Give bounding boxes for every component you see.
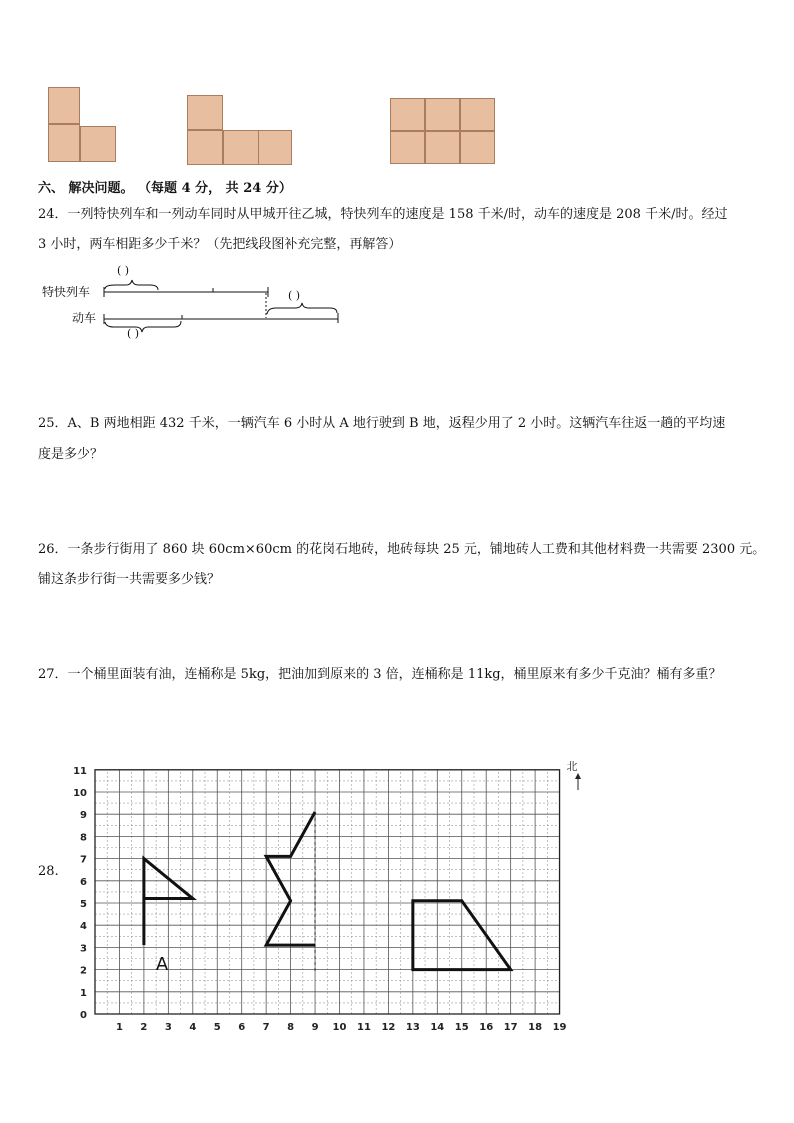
y-tick-label: 10 bbox=[73, 788, 87, 799]
x-tick-label: 12 bbox=[381, 1022, 396, 1033]
y-tick-label: 3 bbox=[80, 943, 87, 955]
x-tick-label: 3 bbox=[164, 1022, 172, 1033]
y-tick-label: 4 bbox=[80, 921, 87, 933]
x-tick-label: 17 bbox=[503, 1022, 518, 1033]
y-tick-label: 0 bbox=[80, 1010, 87, 1021]
label-bullet-train: 动车 bbox=[72, 311, 97, 325]
segment-lines bbox=[0, 0, 400, 360]
q24-line1: 24．一列特快列车和一列动车同时从甲城开往乙城，特快列车的速度是 158 千米/时，动车的速度是 208 千米/时。经过 bbox=[38, 207, 728, 222]
x-tick-label: 4 bbox=[189, 1022, 197, 1033]
blank-bottom: ( ) bbox=[127, 327, 140, 340]
section-title: 六、 解决问题。 （每题 4 分， 共 24 分） bbox=[38, 181, 292, 196]
x-tick-label: 15 bbox=[454, 1022, 469, 1033]
y-tick-label: 9 bbox=[80, 810, 87, 822]
x-tick-label: 2 bbox=[140, 1022, 148, 1033]
north-arrowhead-icon bbox=[575, 773, 581, 779]
y-tick-label: 1 bbox=[80, 987, 87, 999]
y-tick-label: 6 bbox=[80, 876, 87, 888]
x-tick-label: 8 bbox=[287, 1022, 295, 1033]
label-express-train: 特快列车 bbox=[42, 285, 91, 299]
q25-line1: 25．A、B 两地相距 432 千米，一辆汽车 6 小时从 A 地行驶到 B 地，返程少用了 2 小时。这辆汽车往返一趟的平均速 bbox=[38, 416, 726, 431]
x-tick-label: 19 bbox=[552, 1022, 567, 1033]
q24-line2: 3 小时，两车相距多少千米？（先把线段图补充完整，再解答） bbox=[38, 237, 402, 252]
blank-top: ( ) bbox=[117, 264, 130, 277]
y-tick-label: 7 bbox=[80, 854, 87, 866]
q26-line2: 铺这条步行街一共需要多少钱？ bbox=[38, 572, 221, 587]
x-tick-label: 13 bbox=[405, 1022, 420, 1033]
x-tick-label: 10 bbox=[332, 1022, 347, 1033]
x-tick-label: 5 bbox=[213, 1022, 221, 1033]
y-tick-label: 11 bbox=[73, 765, 87, 777]
x-tick-label: 1 bbox=[115, 1022, 123, 1033]
q28-number: 28. bbox=[38, 864, 59, 879]
x-tick-label: 14 bbox=[430, 1022, 445, 1033]
x-tick-label: 18 bbox=[528, 1022, 543, 1033]
y-tick-label: 8 bbox=[80, 832, 87, 844]
q27-line1: 27．一个桶里面装有油，连桶称是 5kg，把油加到原来的 3 倍，连桶称是 11kg，桶里原来有多少千克油？桶有多重？ bbox=[38, 667, 722, 682]
x-tick-label: 6 bbox=[238, 1022, 246, 1033]
x-tick-label: 7 bbox=[262, 1022, 270, 1033]
coordinate-grid bbox=[0, 750, 620, 1050]
y-tick-label: 2 bbox=[80, 965, 87, 977]
x-tick-label: 16 bbox=[479, 1022, 494, 1033]
y-tick-label: 5 bbox=[80, 899, 87, 910]
x-tick-label: 9 bbox=[311, 1022, 319, 1033]
point-a-label: A bbox=[155, 953, 169, 975]
q25-line2: 度是多少？ bbox=[38, 447, 104, 462]
q26-line1: 26．一条步行街用了 860 块 60cm×60cm 的花岗石地砖，地砖每块 25 元，铺地砖人工费和其他材料费一共需要 2300 元。 bbox=[38, 542, 766, 557]
x-tick-label: 11 bbox=[356, 1022, 371, 1033]
blank-right: ( ) bbox=[288, 289, 301, 302]
north-label: 北 bbox=[566, 760, 578, 773]
